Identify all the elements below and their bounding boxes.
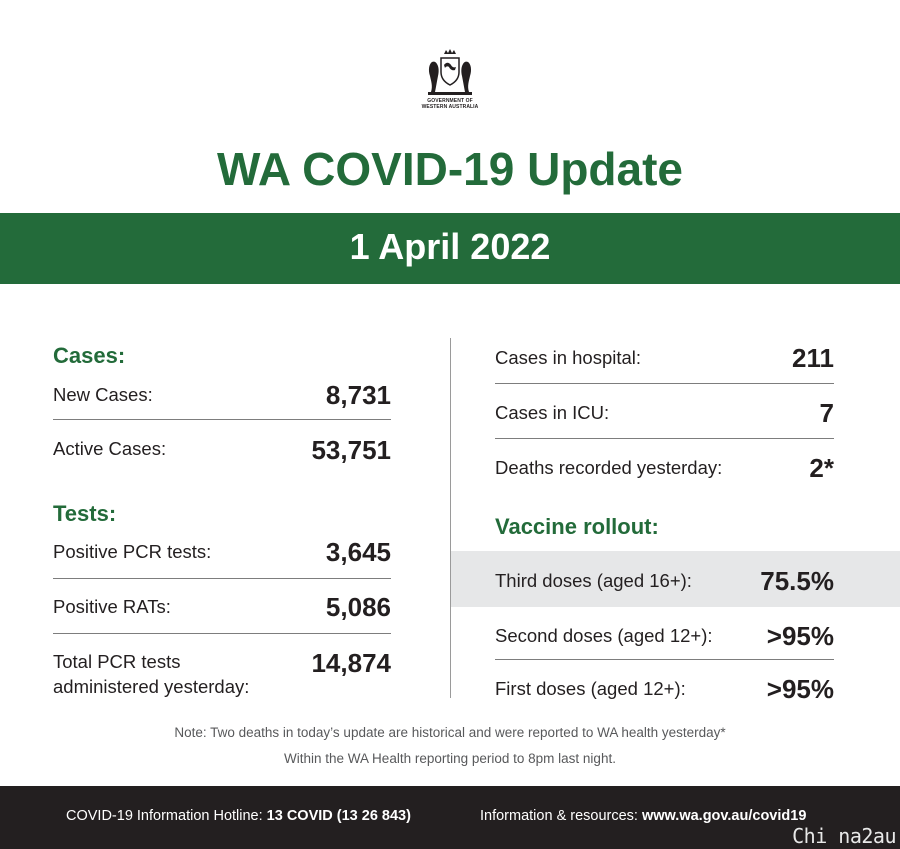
divider [53,633,391,634]
positive-pcr-row [53,537,391,569]
first-dose-label: First doses (aged 12+): [495,678,686,699]
positive-rat-row [53,592,391,624]
first-dose-value: >95% [766,674,834,704]
positive-rat-label: Positive RATs: [53,596,171,617]
icu-row [495,398,834,430]
deaths-value: 2* [809,453,834,483]
third-dose-label: Third doses (aged 16+): [495,570,692,591]
total-pcr-value: 14,874 [311,648,391,678]
positive-pcr-value: 3,645 [325,537,391,567]
crest-caption-line2: WESTERN AUSTRALIA [421,104,479,110]
hospital-label: Cases in hospital: [495,347,642,368]
positive-rat-value: 5,086 [325,592,391,622]
divider [53,419,391,420]
hospital-row [495,343,834,375]
tests-heading: Tests: [53,501,117,526]
divider [495,659,834,660]
note-historical-deaths: Note: Two deaths in today’s update are historical and were reported to WA health yesterday* [174,725,726,740]
icu-value: 7 [819,398,834,428]
new-cases-label: New Cases: [53,384,153,405]
column-divider [450,338,451,698]
resources-info [480,808,806,824]
positive-pcr-label: Positive PCR tests: [53,541,212,562]
coat-of-arms-icon [420,48,480,98]
total-pcr-row [53,648,391,698]
hospital-value: 211 [792,343,834,373]
hotline-label: COVID-19 Information Hotline: [66,808,267,824]
total-pcr-label-line2: administered yesterday: [53,676,250,697]
divider [495,438,834,439]
divider [53,578,391,579]
third-dose-row [495,566,834,598]
deaths-label: Deaths recorded yesterday: [495,457,723,478]
cases-heading: Cases: [53,343,126,368]
active-cases-row [53,434,391,466]
new-cases-value: 8,731 [325,380,391,410]
resources-label: Information & resources: [480,808,642,824]
icu-label: Cases in ICU: [495,402,610,423]
active-cases-value: 53,751 [311,435,391,465]
active-cases-label: Active Cases: [53,438,167,459]
watermark: Chi na2au [792,824,896,848]
note-reporting-period: Within the WA Health reporting period to 8pm last night. [284,751,616,766]
page-title: WA COVID-19 Update [216,143,684,195]
hotline-number: 13 COVID (13 26 843) [266,808,411,824]
vaccine-heading: Vaccine rollout: [495,514,659,539]
second-dose-label: Second doses (aged 12+): [495,625,713,646]
divider [495,383,834,384]
second-dose-value: >95% [766,621,834,651]
new-cases-row [53,380,391,412]
first-dose-row [495,674,834,706]
second-dose-row [495,621,834,653]
third-dose-value: 75.5% [760,566,834,596]
resources-link[interactable]: www.wa.gov.au/covid19 [642,808,807,824]
crest-caption-line1: GOVERNMENT OF [427,98,473,104]
wa-government-crest [410,48,490,116]
deaths-row [495,453,834,485]
total-pcr-label-line1: Total PCR tests [53,651,181,672]
update-date: 1 April 2022 [349,226,551,267]
hotline-info [66,808,411,824]
